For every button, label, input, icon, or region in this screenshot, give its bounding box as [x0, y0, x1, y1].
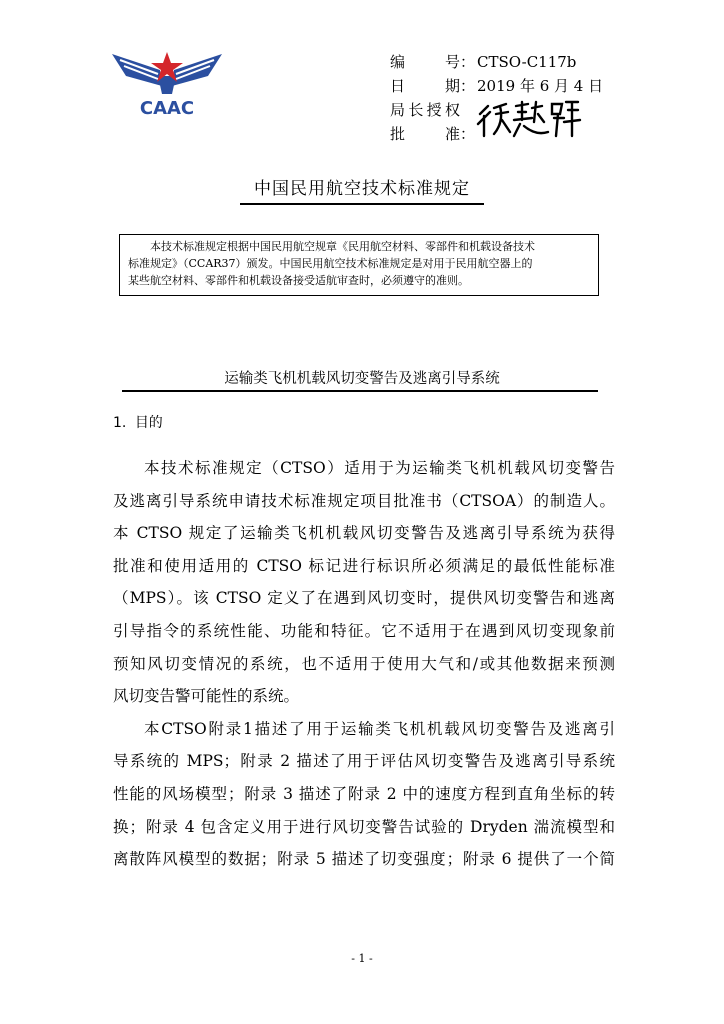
- notice-line: 某些航空材料、零部件和机载设备接受适航审查时，必须遵守的准则。: [128, 274, 469, 287]
- meta-label: 批 准: [390, 125, 460, 143]
- meta-number-row: 编 号 ： CTSO-C117b: [390, 50, 603, 74]
- paragraph-line: 预知风切变情况的系统，也不适用于使用大气和/或其他数据来预测: [113, 654, 615, 673]
- meta-approve-row: 批 准 ：: [390, 122, 603, 146]
- title-divider: [240, 203, 484, 205]
- main-title: 中国民用航空技术标准规定: [254, 179, 470, 199]
- body-text: [113, 452, 615, 876]
- meta-label: 局长授权: [390, 101, 460, 119]
- document-title-divider: [122, 390, 598, 392]
- caac-emblem-icon: [108, 46, 226, 122]
- document-title: 运输类飞机机载风切变警告及逃离引导系统: [224, 371, 500, 387]
- logo-text: CAAC: [139, 98, 195, 119]
- section-number: 1.: [113, 415, 127, 431]
- paragraph-line: 换；附录 4 包含定义用于进行风切变警告试验的 Dryden 湍流模型和: [113, 817, 615, 836]
- meta-label: 编 号: [390, 53, 460, 71]
- paragraph-line: 批准和使用适用的 CTSO 标记进行标识所必须满足的最低性能标准: [113, 556, 615, 575]
- section-title: 目的: [134, 415, 163, 431]
- notice-line: 标准规定》（CCAR37）颁发。中国民用航空技术标准规定是对用于民用航空器上的: [128, 257, 533, 270]
- paragraph-line: 风切变告警可能性的系统。: [113, 687, 300, 706]
- meta-date-row: 日 期 ： 2019 年 6 月 4 日: [390, 74, 603, 98]
- paragraph-line: 导系统的 MPS；附录 2 描述了用于评估风切变警告及逃离引导系统: [113, 752, 615, 771]
- paragraph-line: （MPS）。该 CTSO 定义了在遇到风切变时，提供风切变警告和逃离: [113, 589, 615, 608]
- meta-value: 2019 年 6 月 4 日: [477, 77, 604, 95]
- signature: [474, 96, 584, 140]
- meta-label: 日 期: [390, 77, 460, 95]
- paragraph-line: 本技术标准规定（CTSO）适用于为运输类飞机机载风切变警告: [144, 459, 615, 477]
- notice-line: 本技术标准规定根据中国民用航空规章《民用航空材料、零部件和机载设备技术: [150, 240, 535, 253]
- paragraph-line: 引导指令的系统性能、功能和特征。它不适用于在遇到风切变现象前: [113, 621, 615, 640]
- paragraph-line: 及逃离引导系统申请技术标准规定项目批准书（CTSOA）的制造人。: [113, 491, 615, 510]
- paragraph-line: 离散阵风模型的数据；附录 5 描述了切变强度；附录 6 提供了一个简: [113, 850, 615, 869]
- paragraph-line: 本CTSO附录1描述了用于运输类飞机机载风切变警告及逃离引: [144, 719, 615, 738]
- section-heading: [113, 412, 163, 432]
- meta-value: CTSO-C117b: [477, 53, 577, 71]
- signature-icon: [474, 96, 584, 140]
- notice-box: [119, 234, 599, 296]
- page-number: - 1 -: [351, 952, 373, 965]
- caac-logo: [108, 46, 226, 122]
- paragraph-line: 性能的风场模型；附录 3 描述了附录 2 中的速度方程到直角坐标的转: [113, 784, 615, 803]
- paragraph-line: 本 CTSO 规定了运输类飞机机载风切变警告及逃离引导系统为获得: [113, 524, 615, 543]
